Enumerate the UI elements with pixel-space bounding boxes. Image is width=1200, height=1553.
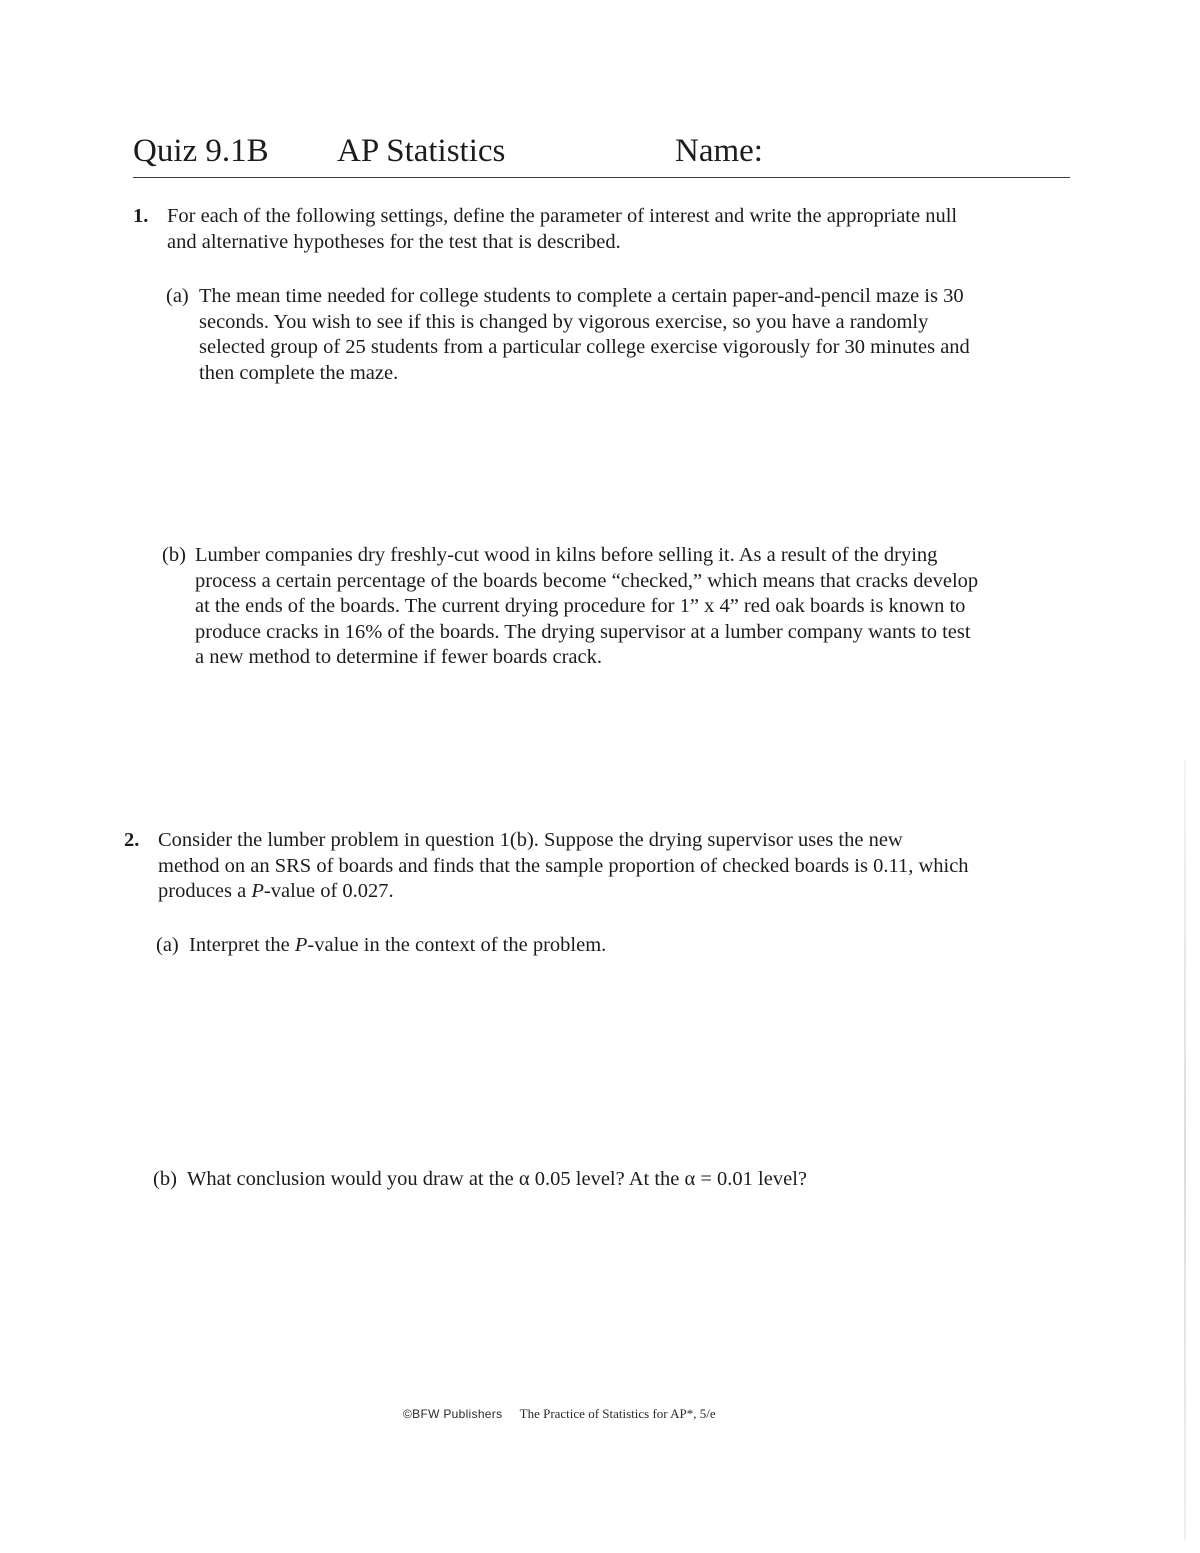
question-2a-line bbox=[189, 933, 606, 959]
question-1a-line: The mean time needed for college students to complete a certain paper-and-pencil maze is 30 bbox=[199, 285, 964, 307]
footer-publisher: ©BFW Publishers bbox=[403, 1407, 503, 1421]
question-2-number: 2. bbox=[124, 829, 140, 851]
question-1a-line: seconds. You wish to see if this is changed by vigorous exercise, so you have a randomly bbox=[199, 310, 929, 333]
question-2-line3-end: -value of 0.027. bbox=[263, 880, 394, 902]
question-1a-text bbox=[199, 284, 970, 386]
question-1-number: 1. bbox=[133, 205, 149, 227]
question-2a-text bbox=[189, 933, 606, 959]
question-2a-start: Interpret the bbox=[189, 934, 295, 956]
question-1b-line: Lumber companies dry freshly-cut wood in kilns before selling it. As a result of the drying bbox=[195, 544, 938, 566]
page-edge-shadow bbox=[1184, 760, 1186, 1540]
question-2a-end: -value in the context of the problem. bbox=[307, 934, 607, 956]
question-2-line: Consider the lumber problem in question 1(b). Suppose the drying supervisor uses the new bbox=[158, 829, 903, 851]
question-1a-line: then complete the maze. bbox=[199, 361, 399, 384]
question-1a-line: selected group of 25 students from a particular college exercise vigorously for 30 minutes and bbox=[199, 336, 970, 358]
question-1-line: and alternative hypotheses for the test that is described. bbox=[167, 230, 621, 253]
question-1b-line: produce cracks in 16% of the boards. The drying supervisor at a lumber company wants to test bbox=[195, 620, 971, 643]
name-label: Name: bbox=[675, 133, 763, 169]
question-1-line: For each of the following settings, define the parameter of interest and write the appropriate null bbox=[167, 205, 958, 227]
footer-copyright bbox=[403, 1406, 716, 1422]
p-italic: P bbox=[251, 880, 264, 902]
question-2-line bbox=[158, 879, 969, 905]
course-title: AP Statistics bbox=[337, 133, 506, 169]
question-1a-label: (a) bbox=[166, 285, 189, 307]
question-1b-line: a new method to determine if fewer boards crack. bbox=[195, 646, 602, 668]
question-1b-line: process a certain percentage of the boards become “checked,” which means that cracks develop bbox=[195, 569, 979, 592]
question-2-line3-start: produces a bbox=[158, 880, 252, 902]
question-2-prompt bbox=[158, 828, 969, 905]
question-1-prompt bbox=[167, 204, 957, 255]
question-2b-label: (b) bbox=[153, 1168, 177, 1190]
question-1b-line: at the ends of the boards. The current drying procedure for 1” x 4” red oak boards is known to bbox=[195, 595, 966, 617]
quiz-header bbox=[133, 133, 1070, 178]
question-2b-text bbox=[187, 1167, 807, 1193]
question-2b-line: What conclusion would you draw at the α 0.05 level? At the α = 0.01 level? bbox=[187, 1168, 807, 1190]
p-italic: P bbox=[294, 934, 308, 956]
footer-book-title: The Practice of Statistics for AP*, 5/e bbox=[519, 1406, 716, 1421]
question-2a-label: (a) bbox=[156, 934, 179, 956]
quiz-title: Quiz 9.1B bbox=[133, 133, 269, 169]
question-1b-label: (b) bbox=[162, 544, 186, 566]
question-2-line: method on an SRS of boards and finds that the sample proportion of checked boards is 0.11, which bbox=[158, 854, 969, 877]
question-1b-text bbox=[195, 543, 978, 671]
